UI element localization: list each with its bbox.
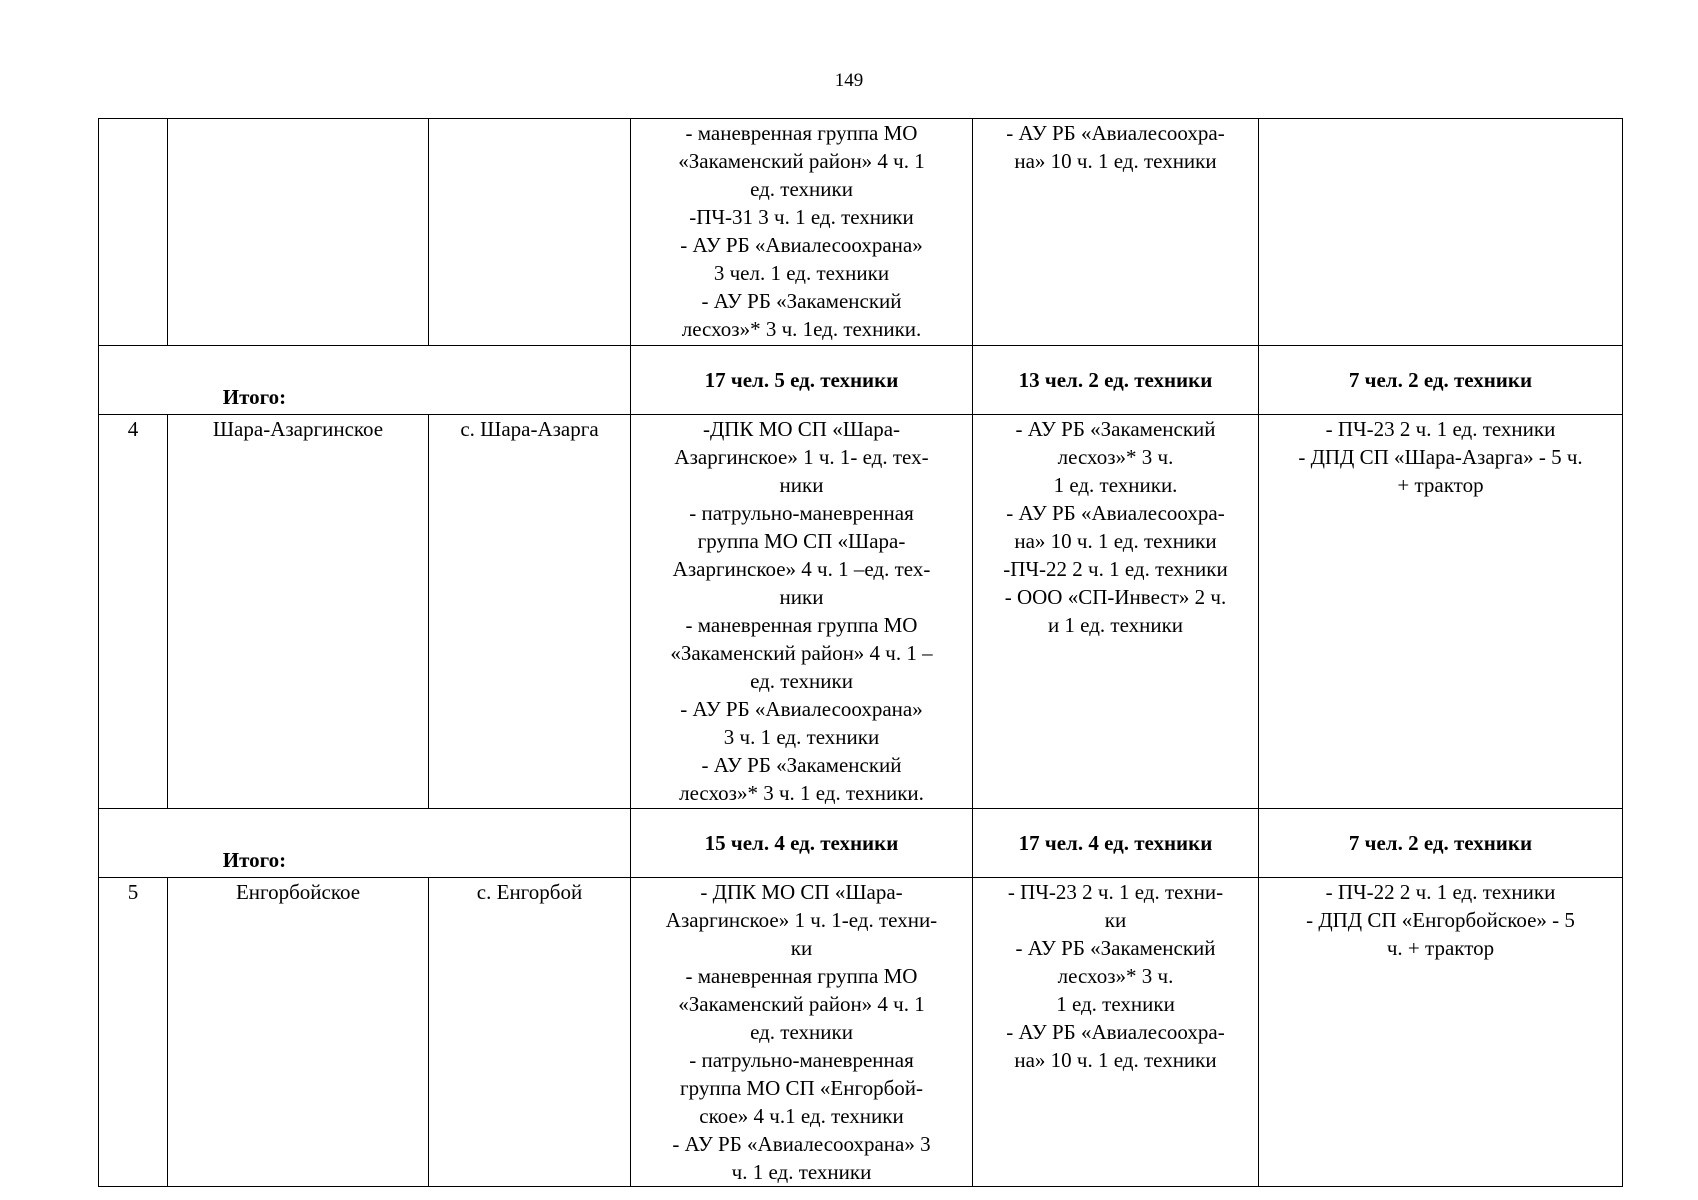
forces-cell: -ДПК МО СП «Шара- Азаргинское» 1 ч. 1- ед. тех- ники - патрульно-маневренная группа МО СП «Шара- Азаргинское» 4 ч. 1 –ед. тех- ники - маневренная группа МО «Закаменский район» 4 ч. 1 – ед. техники - АУ РБ «Авиалесоохрана» 3 ч. 1 ед. техники - АУ РБ «Закаменский лесхоз»* 3 ч. 1 ед. техники. [631, 415, 973, 809]
total-row [99, 346, 1623, 415]
total-cell: 13 чел. 2 ед. техники [973, 346, 1259, 415]
forces-cell: - АУ РБ «Закаменский лесхоз»* 3 ч. 1 ед. техники. - АУ РБ «Авиалесоохра- на» 10 ч. 1 ед. техники -ПЧ-22 2 ч. 1 ед. техники - ООО «СП-Инвест» 2 ч. и 1 ед. техники [973, 415, 1259, 809]
forces-cell: - АУ РБ «Авиалесоохра- на» 10 ч. 1 ед. техники [973, 119, 1259, 346]
page-number: 149 [834, 70, 864, 91]
row-number-cell [99, 119, 168, 346]
total-cell: 7 чел. 2 ед. техники [1259, 809, 1623, 878]
settlement-cell [168, 119, 429, 346]
table-row [99, 119, 1623, 346]
village-cell: с. Енгорбой [429, 878, 631, 1187]
total-cell: 17 чел. 5 ед. техники [631, 346, 973, 415]
forces-cell: - ДПК МО СП «Шара- Азаргинское» 1 ч. 1-ед. техни- ки - маневренная группа МО «Закаменский район» 4 ч. 1 ед. техники - патрульно-маневренная группа МО СП «Енгорбой- ское» 4 ч.1 ед. техники - АУ РБ «Авиалесоохрана» 3 ч. 1 ед. техники [631, 878, 973, 1187]
forces-cell: - ПЧ-22 2 ч. 1 ед. техники - ДПД СП «Енгорбойское» - 5 ч. + трактор [1259, 878, 1623, 1187]
table-row [99, 415, 1623, 809]
total-label-text: Итого: [222, 848, 287, 872]
total-cell: 7 чел. 2 ед. техники [1259, 346, 1623, 415]
total-row [99, 809, 1623, 878]
total-label [99, 346, 631, 415]
forces-cell: - ПЧ-23 2 ч. 1 ед. техни- ки - АУ РБ «Закаменский лесхоз»* 3 ч. 1 ед. техники - АУ РБ «Авиалесоохра- на» 10 ч. 1 ед. техники [973, 878, 1259, 1187]
total-label [99, 809, 631, 878]
settlement-cell: Шара-Азаргинское [168, 415, 429, 809]
forces-table [98, 118, 1623, 1187]
forces-cell: - маневренная группа МО «Закаменский район» 4 ч. 1 ед. техники -ПЧ-31 3 ч. 1 ед. техники - АУ РБ «Авиалесоохрана» 3 чел. 1 ед. техники - АУ РБ «Закаменский лесхоз»* 3 ч. 1ед. техники. [631, 119, 973, 346]
settlement-cell: Енгорбойское [168, 878, 429, 1187]
village-cell [429, 119, 631, 346]
total-label-text: Итого: [222, 385, 287, 409]
total-cell: 15 чел. 4 ед. техники [631, 809, 973, 878]
total-cell: 17 чел. 4 ед. техники [973, 809, 1259, 878]
row-number-cell: 5 [99, 878, 168, 1187]
forces-cell [1259, 119, 1623, 346]
table-row [99, 878, 1623, 1187]
village-cell: с. Шара-Азарга [429, 415, 631, 809]
row-number-cell: 4 [99, 415, 168, 809]
forces-cell: - ПЧ-23 2 ч. 1 ед. техники - ДПД СП «Шара-Азарга» - 5 ч. + трактор [1259, 415, 1623, 809]
